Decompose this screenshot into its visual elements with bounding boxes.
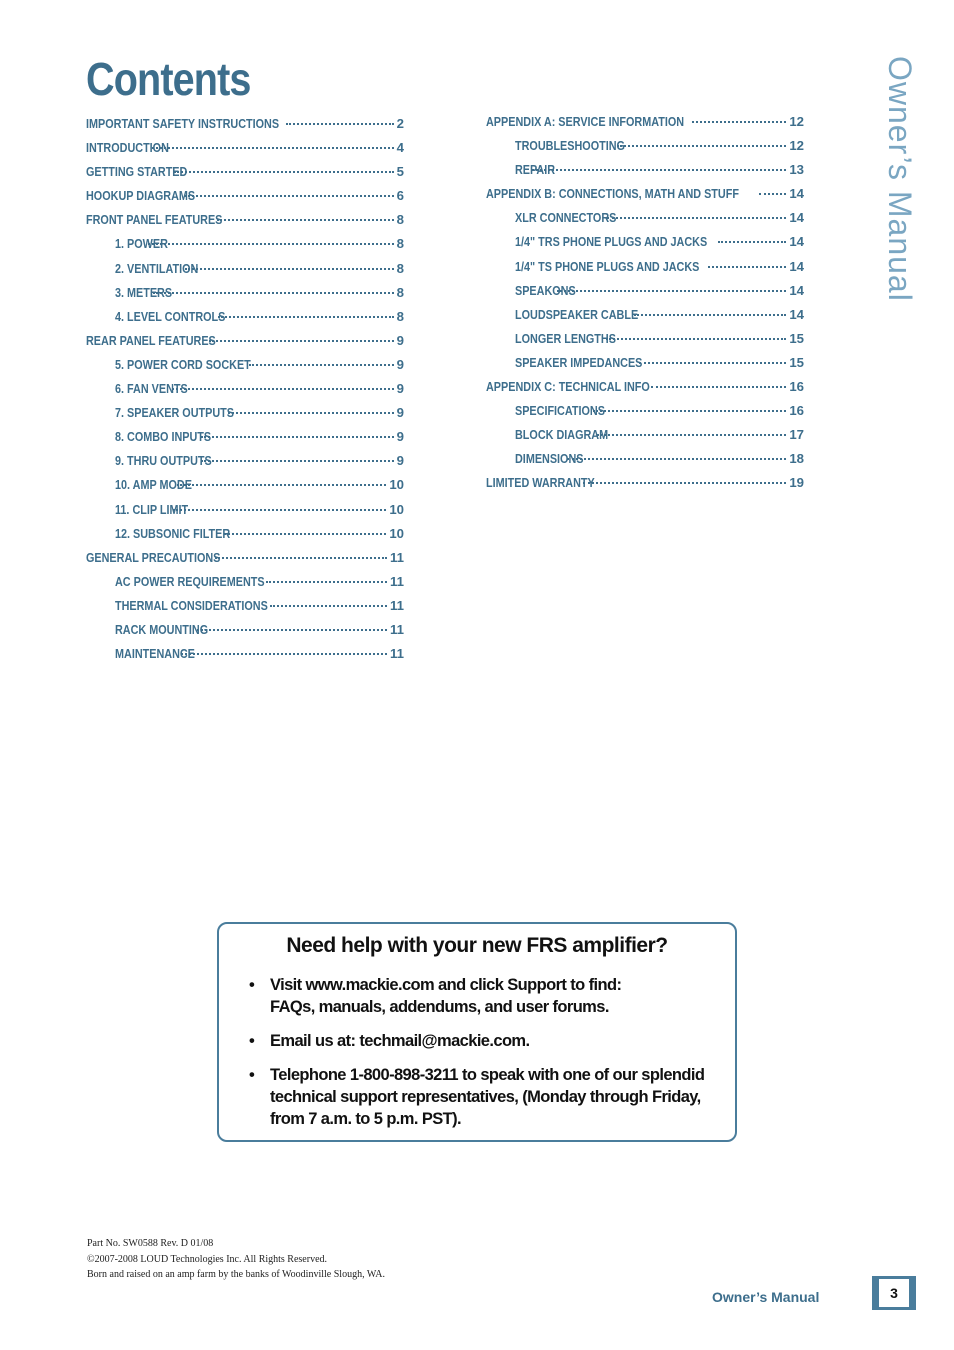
toc-entry[interactable] [86,598,404,622]
dot-leader [215,557,387,559]
dot-leader [201,436,394,438]
toc-entry-page: 13 [789,162,804,178]
toc-left-column [86,116,404,670]
toc-entry-label: AC POWER REQUIREMENTS [115,573,265,589]
toc-entry[interactable] [486,138,804,162]
dot-leader [639,362,787,364]
toc-right-column [486,114,804,500]
toc-entry[interactable] [486,355,804,379]
toc-entry-label: 7. SPEAKER OUTPUTS [115,405,234,421]
toc-entry-page: 8 [396,212,404,228]
toc-entry-page: 16 [789,379,804,395]
toc-entry[interactable] [486,403,804,427]
toc-entry[interactable] [486,379,804,403]
dot-leader [153,292,394,294]
toc-entry-label: 6. FAN VENTS [115,381,188,397]
toc-entry[interactable] [86,477,404,501]
toc-entry-label: INTRODUCTION [86,140,169,156]
dot-leader [651,386,787,388]
dot-leader [174,171,393,173]
toc-entry-label: 1/4" TRS PHONE PLUGS AND JACKS [515,234,708,250]
toc-entry[interactable] [86,574,404,598]
toc-entry-page: 17 [789,427,804,443]
toc-entry-label: MAINTENANCE [115,646,195,662]
toc-entry-page: 14 [789,306,804,322]
help-item-visit [249,974,715,1018]
toc-entry[interactable] [86,550,404,574]
toc-entry[interactable] [86,140,404,164]
toc-entry-label: 12. SUBSONIC FILTER [115,525,231,541]
dot-leader [606,338,786,340]
help-list [249,974,715,1142]
bullet-icon: • [249,1066,255,1084]
toc-entry-label: DIMENSIONS [515,451,584,467]
toc-entry[interactable] [86,381,404,405]
toc-entry-page: 9 [396,429,404,445]
toc-entry-label: 3. METERS [115,284,173,300]
toc-entry[interactable] [86,502,404,526]
toc-entry-label: APPENDIX C: TECHNICAL INFO [486,379,650,395]
toc-entry-label: 2. VENTILATION [115,260,199,276]
dot-leader [181,653,387,655]
toc-entry-label: FRONT PANEL FEATURES [86,212,223,228]
toc-entry-page: 4 [396,140,404,156]
dot-leader [557,290,786,292]
toc-entry-label: BLOCK DIAGRAM [515,427,609,443]
toc-entry[interactable] [486,162,804,186]
dot-leader [185,268,394,270]
help-item-email [249,1030,715,1052]
toc-entry[interactable] [486,451,804,475]
toc-entry-label: 11. CLIP LIMIT [115,501,189,517]
toc-entry-label: LIMITED WARRANTY [486,475,595,491]
toc-entry-page: 18 [789,451,804,467]
toc-entry-page: 10 [389,501,404,517]
toc-entry-page: 10 [389,525,404,541]
bullet-icon: • [249,1032,255,1050]
toc-entry-page: 9 [396,332,404,348]
dot-leader [224,533,387,535]
toc-entry-label: GENERAL PRECAUTIONS [86,549,221,565]
toc-entry[interactable] [486,186,804,210]
toc-entry[interactable] [486,307,804,331]
toc-entry-label: 9. THRU OUTPUTS [115,453,212,469]
toc-entry-page: 10 [389,477,404,493]
toc-entry-page: 9 [396,381,404,397]
help-item-telephone [249,1064,715,1130]
toc-entry-label: HOOKUP DIAGRAMS [86,188,196,204]
dot-leader [249,364,394,366]
toc-entry[interactable] [486,475,804,499]
part-number: Part No. SW0588 Rev. D 01/08 [87,1238,214,1249]
dot-leader [148,243,394,245]
toc-entry-page: 8 [396,308,404,324]
toc-entry-label: SPEAKONS [515,282,576,298]
help-box [217,922,737,1142]
dot-leader [177,484,386,486]
help-item-line: Visit www.mackie.com and click Support to find: [270,976,622,994]
toc-entry-page: 9 [396,356,404,372]
dot-leader [692,121,786,123]
dot-leader [567,458,786,460]
dot-leader [266,581,387,583]
help-item-line: Telephone 1-800-898-3211 to speak with one of our splendid [270,1066,705,1084]
toc-entry[interactable] [486,114,804,138]
toc-entry-label: APPENDIX B: CONNECTIONS, MATH AND STUFF [486,186,739,202]
help-item-line: FAQs, manuals, addendums, and user forums. [270,998,609,1016]
toc-entry-label: 1. POWER [115,236,168,252]
toc-entry[interactable] [86,333,404,357]
dot-leader [173,509,387,511]
toc-entry[interactable] [86,261,404,285]
toc-entry-label: 4. LEVEL CONTROLS [115,308,226,324]
dot-leader [718,241,787,243]
toc-entry-label: XLR CONNECTORS [515,210,617,226]
dot-leader [597,434,786,436]
toc-entry[interactable] [86,188,404,212]
toc-entry-label: GETTING STARTED [86,164,188,180]
toc-entry-label: THERMAL CONSIDERATIONS [115,597,268,613]
toc-entry[interactable] [486,427,804,451]
toc-entry-page: 14 [789,210,804,226]
toc-entry-label: SPECIFICATIONS [515,403,605,419]
toc-entry-page: 14 [789,282,804,298]
toc-entry-page: 15 [789,330,804,346]
dot-leader [172,388,394,390]
dot-leader [759,193,786,195]
toc-entry-page: 12 [789,138,804,154]
toc-entry-page: 14 [789,186,804,202]
toc-entry[interactable] [86,164,404,188]
dot-leader [708,266,786,268]
toc-entry[interactable] [86,116,404,140]
toc-entry[interactable] [86,285,404,309]
toc-entry-page: 6 [396,188,404,204]
toc-entry-page: 14 [789,258,804,274]
copyright: ©2007-2008 LOUD Technologies Inc. All Rights Reserved. [87,1253,328,1265]
dot-leader [201,460,393,462]
toc-entry-page: 11 [390,646,404,662]
toc-entry[interactable] [486,210,804,234]
toc-entry[interactable] [86,429,404,453]
help-item-line: from 7 a.m. to 5 p.m. PST). [270,1110,462,1128]
dot-leader [270,605,387,607]
dot-leader [209,340,394,342]
toc-entry-page: 5 [396,164,404,180]
toc-entry-page: 9 [396,453,404,469]
toc-entry-label: RACK MOUNTING [115,621,209,637]
toc-entry-label: LONGER LENGTHS [515,330,616,346]
toc-entry[interactable] [486,331,804,355]
toc-entry-page: 14 [789,234,804,250]
toc-entry-page: 11 [390,549,404,565]
footer-notes [87,1236,385,1283]
toc-entry-label: SPEAKER IMPEDANCES [515,354,643,370]
page-number: 3 [879,1279,909,1307]
toc-entry-page: 11 [390,597,404,613]
help-item-line: technical support representatives, (Monday through Friday, [270,1088,701,1106]
page-title: Contents [86,53,251,105]
dot-leader [286,123,393,125]
side-title: Owner’s Manual [882,56,918,302]
toc-entry[interactable] [486,283,804,307]
toc-entry-page: 8 [396,236,404,252]
toc-entry-page: 11 [390,621,404,637]
toc-entry[interactable] [486,234,804,258]
dot-leader [197,629,387,631]
toc-entry-page: 8 [396,284,404,300]
toc-entry[interactable] [86,405,404,429]
toc-entry-label: APPENDIX A: SERVICE INFORMATION [486,114,685,129]
footer-label: Owner’s Manual [712,1289,820,1305]
toc-entry[interactable] [486,259,804,283]
dot-leader [218,316,394,318]
dot-leader [152,147,394,149]
dot-leader [217,219,394,221]
toc-entry[interactable] [86,622,404,646]
toc-entry-page: 9 [396,405,404,421]
page-number-badge [872,1276,916,1310]
dot-leader [634,314,787,316]
toc-entry-label: 1/4" TS PHONE PLUGS AND JACKS [515,258,700,274]
toc-entry-label: 10. AMP MODE [115,477,192,493]
toc-entry-page: 16 [789,403,804,419]
toc-entry-label: LOUDSPEAKER CABLE [515,306,639,322]
toc-entry-page: 11 [390,573,404,589]
toc-entry-page: 12 [789,114,804,129]
toc-entry[interactable] [86,309,404,333]
toc-entry-label: TROUBLESHOOTING [515,138,625,154]
toc-entry[interactable] [86,646,404,670]
dot-leader [617,145,786,147]
dot-leader [228,412,393,414]
help-item-line: Email us at: techmail@mackie.com. [270,1032,530,1050]
toc-entry[interactable] [86,526,404,550]
toc-entry-page: 2 [396,116,404,131]
toc-entry-page: 19 [789,475,804,491]
help-box-title: Need help with your new FRS amplifier? [286,934,668,957]
dot-leader [532,169,786,171]
toc-entry[interactable] [86,236,404,260]
dot-leader [583,482,786,484]
toc-entry-page: 8 [396,260,404,276]
toc-entry-page: 15 [789,354,804,370]
toc-entry-label: IMPORTANT SAFETY INSTRUCTIONS [86,116,280,131]
dot-leader [607,217,786,219]
dot-leader [184,195,394,197]
toc-entry-label: REAR PANEL FEATURES [86,332,216,348]
toc-entry-label: 5. POWER CORD SOCKET [115,356,251,372]
toc-entry-label: REPAIR [515,162,556,178]
tagline: Born and raised on an amp farm by the banks of Woodinville Slough, WA. [87,1269,385,1280]
toc-entry[interactable] [86,212,404,236]
toc-entry[interactable] [86,453,404,477]
toc-entry[interactable] [86,357,404,381]
bullet-icon: • [249,976,255,994]
dot-leader [593,410,786,412]
toc-entry-label: 8. COMBO INPUTS [115,429,212,445]
